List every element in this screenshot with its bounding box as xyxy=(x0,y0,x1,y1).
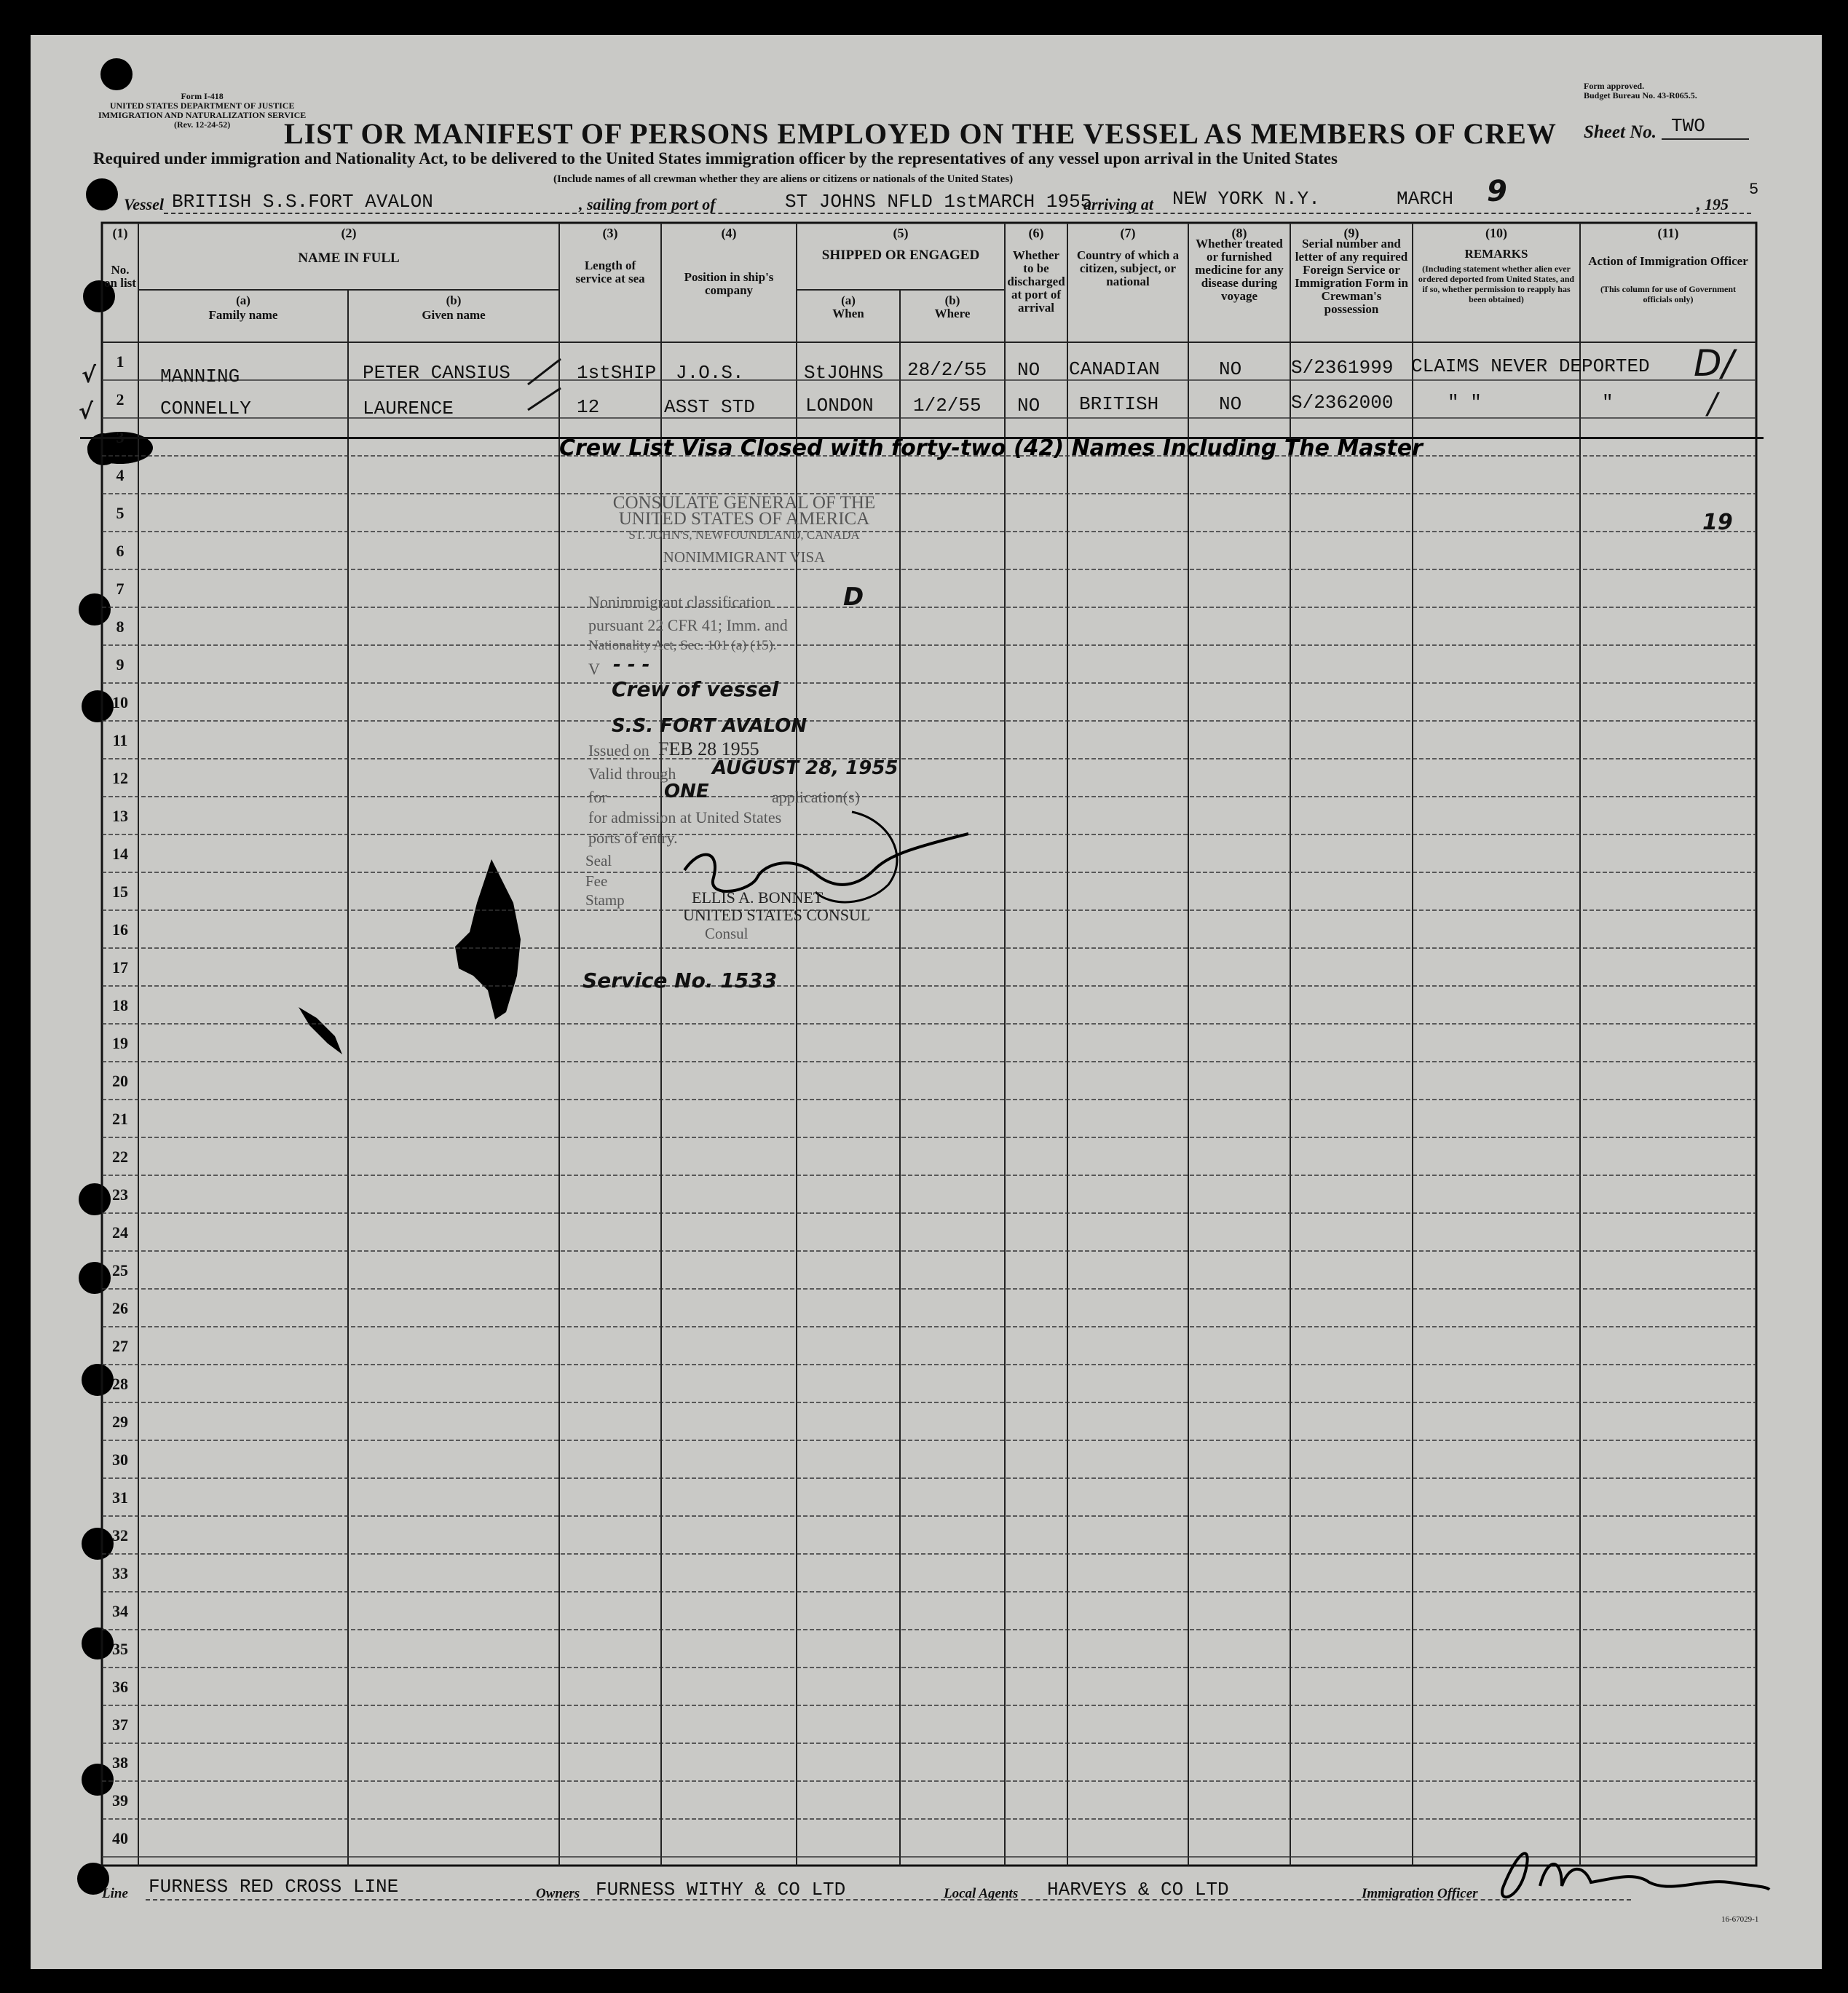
valid-value: AUGUST 28, 1955 xyxy=(712,757,899,779)
stamp-crew: Crew of vessel xyxy=(612,677,779,701)
date-day: 9 xyxy=(1487,175,1507,208)
row-number: 35 xyxy=(112,1640,128,1658)
cell-length: 1stSHIP xyxy=(577,362,657,384)
vessel-label: Vessel xyxy=(124,195,164,213)
cell-when: StJOHNS xyxy=(804,362,884,384)
row-number: 3 xyxy=(116,428,125,446)
footer-owners-label: Owners xyxy=(536,1886,580,1901)
row-number: 40 xyxy=(112,1829,128,1847)
consul-name: ELLIS A. BONNET xyxy=(692,888,824,907)
row-number: 7 xyxy=(116,580,125,598)
row-number: 2 xyxy=(116,390,125,409)
footer-form-code: 16-67029-1 xyxy=(1721,1915,1759,1924)
col-head-family: Family name xyxy=(208,308,278,322)
col-head-length: Length of service at sea xyxy=(575,259,645,285)
slash-mark xyxy=(524,355,568,414)
cell-discharged: NO xyxy=(1017,395,1041,417)
col-num: (11) xyxy=(1657,226,1679,240)
row-number: 18 xyxy=(112,996,128,1014)
row-number: 13 xyxy=(112,807,128,825)
row-number: 9 xyxy=(116,655,125,674)
stamp-line: pursuant 22 CFR 41; Imm. and xyxy=(588,616,788,634)
col-head-serial: Serial number and letter of any required Foreign Service or Immigration Form in Crewman's possession xyxy=(1295,237,1408,316)
col-head-action: Action of Immigration Officer xyxy=(1588,254,1748,268)
sailing-value: ST JOHNS NFLD 1stMARCH 1955 xyxy=(785,191,1092,213)
footer-underline xyxy=(146,1899,1631,1901)
row-number: 34 xyxy=(112,1602,128,1620)
col-num: (2) xyxy=(341,226,357,240)
applications-label: application(s) xyxy=(772,788,860,806)
col-num: (1) xyxy=(112,226,128,240)
row-number: 29 xyxy=(112,1413,128,1431)
row-number: 19 xyxy=(112,1034,128,1052)
subtitle-note: (Include names of all crewman whether they are aliens or citizens or nationals of the United States) xyxy=(553,173,1014,185)
admission-line: for admission at United States xyxy=(588,808,782,826)
closing-line xyxy=(80,437,1764,439)
row-number: 12 xyxy=(112,769,128,787)
col-head-country: Country of which a citizen, subject, or national xyxy=(1076,248,1180,288)
cell-family: CONNELLY xyxy=(160,398,251,419)
cell-when: LONDON xyxy=(805,395,874,417)
vessel-value: BRITISH S.S.FORT AVALON xyxy=(172,191,433,213)
col-head-given-letter: (b) xyxy=(446,293,462,307)
cell-serial: S/2361999 xyxy=(1291,357,1394,379)
col-head-treated: Whether treated or furnished medicine for any disease during voyage xyxy=(1195,237,1284,303)
col-head-where-letter: (b) xyxy=(944,293,960,307)
cell-treated: NO xyxy=(1219,358,1242,380)
row-number: 17 xyxy=(112,958,128,976)
row-number: 23 xyxy=(112,1185,128,1204)
officer-signature xyxy=(1482,1842,1773,1908)
cell-length: 12 xyxy=(577,396,600,418)
row-number: 10 xyxy=(112,693,128,711)
cell-country: CANADIAN xyxy=(1069,358,1160,380)
arriving-value: NEW YORK N.Y. xyxy=(1172,188,1320,210)
arriving-label: arriving at xyxy=(1083,195,1153,213)
form-id: Form I-418 xyxy=(181,91,224,101)
col-num: (4) xyxy=(721,226,737,240)
margin-number: 19 xyxy=(1702,510,1733,535)
sheet-label: Sheet No. xyxy=(1584,122,1657,142)
col-num: (6) xyxy=(1028,226,1044,240)
approval-line: Budget Bureau No. 43-R065.5. xyxy=(1584,90,1697,100)
footer-officer-label: Immigration Officer xyxy=(1362,1886,1478,1901)
col-num: (9) xyxy=(1343,226,1359,240)
row-number: 11 xyxy=(112,731,128,749)
row-number: 20 xyxy=(112,1072,128,1090)
col-head-where: Where xyxy=(934,307,971,320)
cell-position: ASST STD xyxy=(664,396,755,418)
col-num: (7) xyxy=(1120,226,1136,240)
row-number: 14 xyxy=(112,845,128,863)
cell-remarks: " " xyxy=(1448,392,1482,414)
for-label: for xyxy=(588,788,607,806)
year-suffix: 5 xyxy=(1749,181,1759,199)
cell-family: MANNING xyxy=(160,366,240,387)
row-number: 28 xyxy=(112,1375,128,1393)
stamp-line: UNITED STATES OF AMERICA xyxy=(618,509,870,529)
fee-label: Fee xyxy=(585,872,608,890)
col-head-remarks-note: (Including statement whether alien ever ordered deported from United States, and if so, whether permission to reapply has been obtained) xyxy=(1418,264,1575,304)
cell-given: PETER CANSIUS xyxy=(363,362,510,384)
cell-given: LAURENCE xyxy=(363,398,454,419)
col-head-action-note: (This column for use of Government officials only) xyxy=(1600,284,1737,304)
stamp-label: Stamp xyxy=(585,891,625,909)
col-num: (8) xyxy=(1231,226,1247,240)
row-number: 5 xyxy=(116,504,125,522)
col-head-no: No. on list xyxy=(104,263,136,290)
row-number: 1 xyxy=(116,352,125,371)
stamp-line: NONIMMIGRANT VISA xyxy=(663,548,826,566)
row-number: 36 xyxy=(112,1678,128,1696)
year-prefix: , 195 xyxy=(1697,195,1729,213)
col-head-when: When xyxy=(832,307,864,320)
row-number: 16 xyxy=(112,920,128,939)
col-head-given: Given name xyxy=(422,308,486,322)
stamp-vessel: S.S. FORT AVALON xyxy=(612,715,807,737)
service-number: Service No. 1533 xyxy=(583,968,778,992)
row-number: 26 xyxy=(112,1299,128,1317)
row-number: 32 xyxy=(112,1526,128,1544)
cell-action: D/ xyxy=(1694,342,1734,384)
cell-discharged: NO xyxy=(1017,359,1041,381)
seal-label: Seal xyxy=(585,852,612,869)
stamp-line: V xyxy=(588,660,600,678)
row-number: 30 xyxy=(112,1451,128,1469)
consulate-stamp xyxy=(591,495,897,565)
row-number: 22 xyxy=(112,1148,128,1166)
stamp-line: CONSULATE GENERAL OF THE xyxy=(612,493,876,513)
col-num: (5) xyxy=(893,226,909,240)
valid-label: Valid through xyxy=(588,765,676,783)
col-head-when-letter: (a) xyxy=(841,293,856,307)
row-number: 31 xyxy=(112,1488,128,1507)
cell-where: 28/2/55 xyxy=(907,359,987,381)
row-number: 15 xyxy=(112,883,128,901)
row-number: 24 xyxy=(112,1223,128,1242)
approval-line: Form approved. xyxy=(1584,81,1645,91)
consul-caption: Consul xyxy=(705,925,749,942)
footer-line-value: FURNESS RED CROSS LINE xyxy=(149,1876,399,1898)
stamp-line: Nationality Act, Sec. 101 (a) (15). xyxy=(588,638,777,653)
row-number: 6 xyxy=(116,542,125,560)
dept-line: (Rev. 12-24-52) xyxy=(173,119,231,130)
cell-treated: NO xyxy=(1219,393,1242,415)
for-value: ONE xyxy=(664,781,709,802)
check-mark: √ xyxy=(79,399,94,425)
row-number: 38 xyxy=(112,1753,128,1772)
col-head-family-letter: (a) xyxy=(236,293,250,307)
subtitle: Required under immigration and Nationality Act, to be delivered to the United States immigration officer by the representatives of any vessel upon arrival in the United States xyxy=(93,149,1338,167)
stamp-line-value: - - - xyxy=(613,654,650,676)
cell-remarks: CLAIMS NEVER DEPORTED xyxy=(1411,355,1650,377)
closing-note: Crew List Visa Closed with forty-two (42) Names Including The Master xyxy=(559,435,1423,461)
stamp-classification: Nonimmigrant classification xyxy=(588,593,772,611)
row-number: 37 xyxy=(112,1716,128,1734)
col-num: (3) xyxy=(602,226,618,240)
stamp-line: ST. JOHN'S, NEWFOUNDLAND, CANADA xyxy=(628,528,860,542)
date-month: MARCH xyxy=(1397,188,1454,210)
col-num: (10) xyxy=(1485,226,1507,240)
col-head-position: Position in ship's company xyxy=(684,270,774,297)
row-number: 25 xyxy=(112,1261,128,1279)
issued-value: FEB 28 1955 xyxy=(658,738,759,759)
cell-where: 1/2/55 xyxy=(913,395,982,417)
stamp-classification-value: D xyxy=(843,583,864,612)
col-head-shipped: SHIPPED OR ENGAGED xyxy=(821,248,980,263)
row-number: 4 xyxy=(116,466,125,484)
row-number: 33 xyxy=(112,1564,128,1582)
dept-line: UNITED STATES DEPARTMENT OF JUSTICE xyxy=(109,100,295,111)
row-number: 21 xyxy=(112,1110,128,1128)
admission-line: ports of entry. xyxy=(588,829,678,847)
cell-position: J.O.S. xyxy=(676,362,744,384)
row-number: 27 xyxy=(112,1337,128,1355)
cell-action-mark: / xyxy=(1707,387,1718,421)
cell-action-ditto: " xyxy=(1602,392,1614,414)
col-head-discharged: Whether to be discharged at port of arrival xyxy=(1007,248,1065,315)
col-head-name: NAME IN FULL xyxy=(298,250,400,266)
check-mark: √ xyxy=(82,363,97,388)
footer-agents-label: Local Agents xyxy=(944,1886,1019,1901)
dept-line: IMMIGRATION AND NATURALIZATION SERVICE xyxy=(98,110,307,120)
footer-agents-value: HARVEYS & CO LTD xyxy=(1047,1879,1229,1901)
page-title: LIST OR MANIFEST OF PERSONS EMPLOYED ON THE VESSEL AS MEMBERS OF CREW xyxy=(284,117,1557,150)
sailing-label: , sailing from port of xyxy=(579,195,716,213)
row-number: 8 xyxy=(116,617,125,636)
footer-line-label: Line xyxy=(102,1886,128,1901)
cell-serial: S/2362000 xyxy=(1291,392,1394,414)
sheet-value: TWO xyxy=(1671,115,1705,137)
consul-title: UNITED STATES CONSUL xyxy=(683,906,871,924)
footer-owners-value: FURNESS WITHY & CO LTD xyxy=(596,1879,846,1901)
col-head-remarks: REMARKS xyxy=(1464,247,1528,261)
issued-label: Issued on xyxy=(588,741,649,759)
row-number: 39 xyxy=(112,1791,128,1810)
cell-country: BRITISH xyxy=(1079,393,1159,415)
